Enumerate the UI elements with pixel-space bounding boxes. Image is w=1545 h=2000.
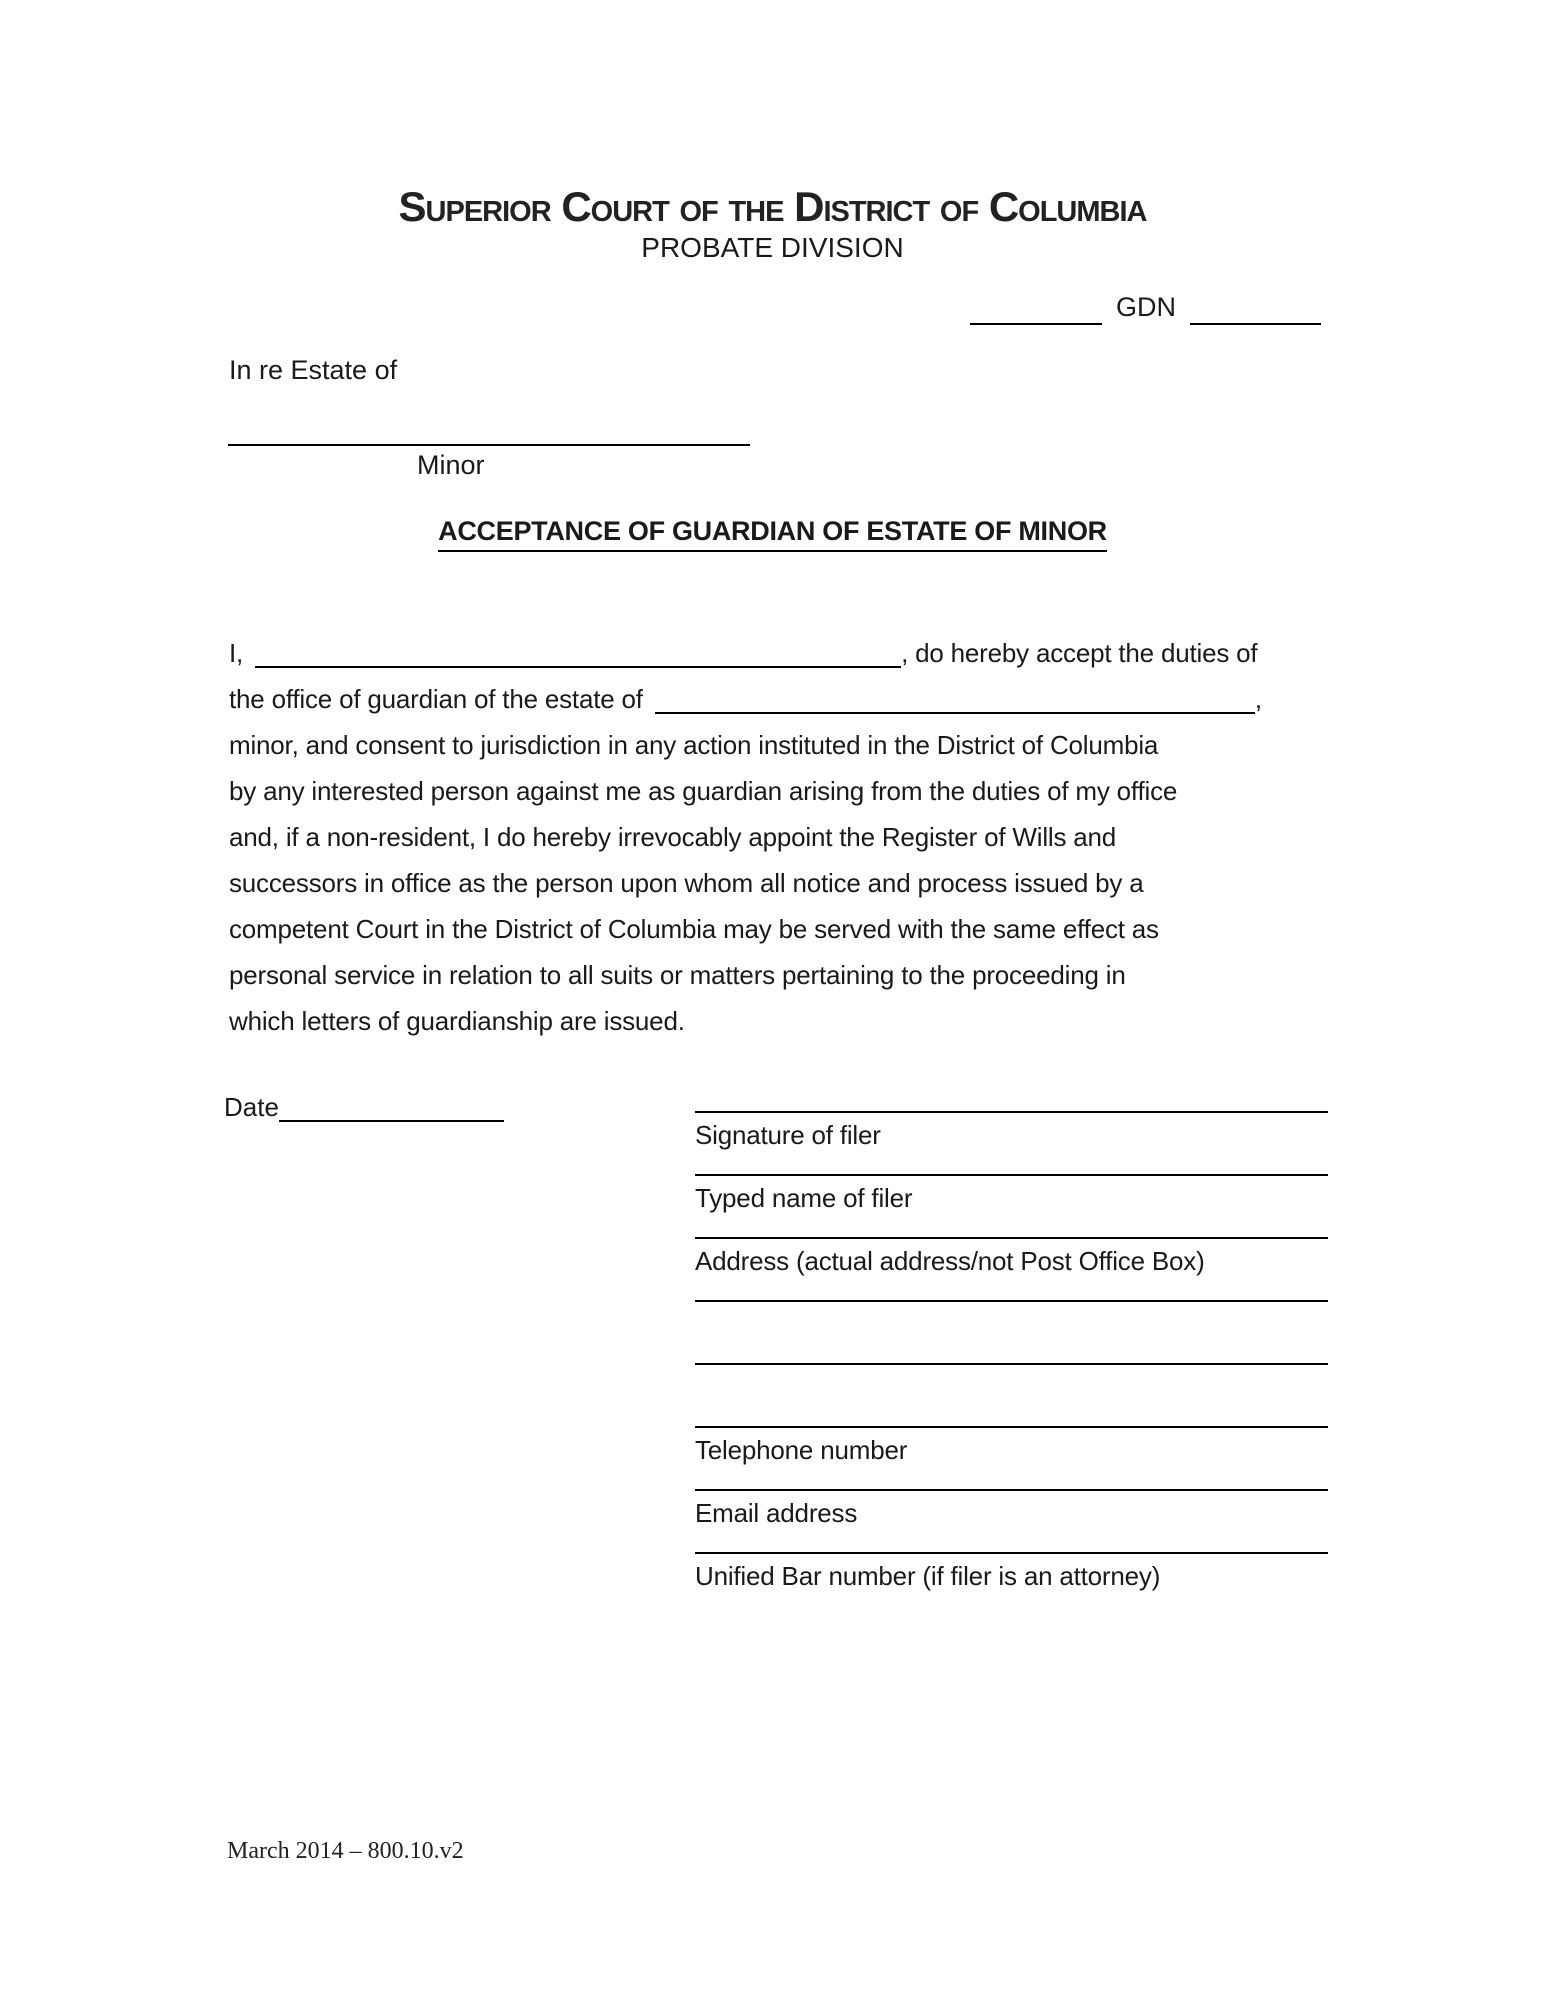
typed-name-field[interactable] [695, 1174, 1328, 1237]
address-field[interactable] [695, 1237, 1328, 1300]
case-number-row [970, 292, 1321, 325]
date-row [224, 1092, 504, 1123]
address-field-label: Address (actual address/not Post Office Box) [695, 1246, 1205, 1276]
address-field-line2[interactable] [695, 1300, 1328, 1363]
case-number-suffix-field[interactable] [1190, 297, 1321, 325]
body-line: minor, and consent to jurisdiction in any action instituted in the District of Columbia [229, 730, 1159, 760]
telephone-field-label: Telephone number [695, 1435, 908, 1465]
body-line2-post: , [1254, 684, 1262, 714]
estate-of-field[interactable] [655, 685, 1255, 714]
body-line: successors in office as the person upon whom all notice and process issued by a [229, 868, 1144, 898]
form-version-footer: March 2014 – 800.10.v2 [227, 1838, 464, 1864]
body-line: and, if a non-resident, I do hereby irrevocably appoint the Register of Wills and [229, 822, 1117, 852]
body-line: competent Court in the District of Columbia may be served with the same effect as [229, 914, 1159, 944]
body-line [229, 676, 1339, 722]
bar-number-field-label: Unified Bar number (if filer is an attorney) [695, 1561, 1161, 1591]
estate-name-field[interactable] [228, 414, 750, 446]
gdn-label: GDN [1116, 292, 1176, 322]
signature-field[interactable] [695, 1111, 1328, 1174]
body-line: which letters of guardianship are issued. [229, 1006, 685, 1036]
signature-block [695, 1111, 1328, 1615]
division-title: PROBATE DIVISION [641, 232, 904, 263]
typed-name-field-label: Typed name of filer [695, 1183, 913, 1213]
date-label: Date [224, 1092, 279, 1122]
form-title: ACCEPTANCE OF GUARDIAN OF ESTATE OF MINOR [438, 516, 1107, 552]
body-paragraph [229, 630, 1339, 1044]
body-line1-post: , do hereby accept the duties of [901, 638, 1258, 668]
bar-number-field[interactable] [695, 1552, 1328, 1615]
body-line [229, 630, 1339, 676]
signature-field-label: Signature of filer [695, 1120, 881, 1150]
email-field-label: Email address [695, 1498, 858, 1528]
body-line2-pre: the office of guardian of the estate of [229, 684, 643, 714]
form-title-wrap [0, 516, 1545, 552]
address-field-line2-label [695, 1302, 1328, 1309]
body-line1-pre: I, [229, 638, 244, 668]
body-line: by any interested person against me as guardian arising from the duties of my office [229, 776, 1178, 806]
body-line: personal service in relation to all suits or matters pertaining to the proceeding in [229, 960, 1126, 990]
case-number-prefix-field[interactable] [970, 297, 1102, 325]
minor-label: Minor [417, 450, 485, 480]
telephone-field[interactable] [695, 1426, 1328, 1489]
in-re-estate-label: In re Estate of [229, 355, 398, 385]
address-field-line3[interactable] [695, 1363, 1328, 1426]
email-field[interactable] [695, 1489, 1328, 1552]
date-field[interactable] [279, 1093, 504, 1122]
address-field-line3-label [695, 1365, 1328, 1372]
court-title: Superior Court of the District of Columbia [398, 183, 1147, 230]
guardian-name-field[interactable] [255, 639, 901, 668]
